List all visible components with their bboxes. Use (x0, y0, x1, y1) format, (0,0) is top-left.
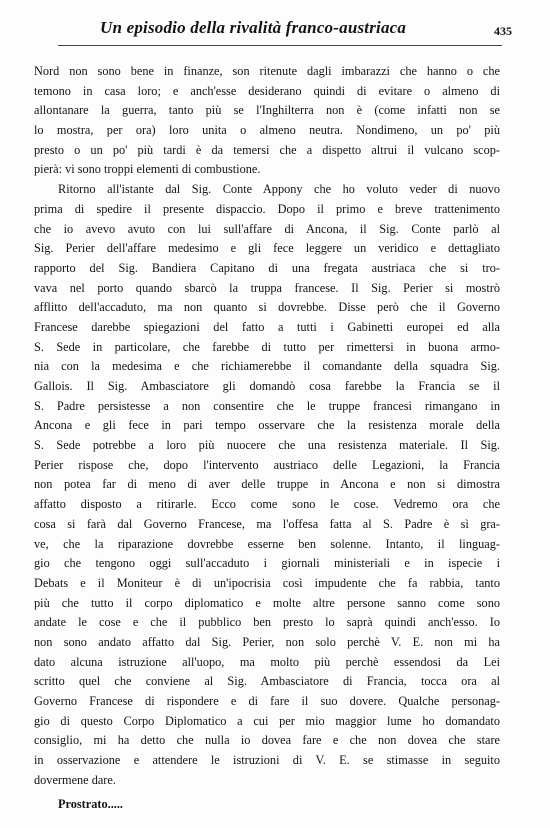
text-line: affatto disposto a ritirarle. Ecco come sono le cose. Vedremo ora che (34, 497, 500, 512)
text-line: Ritorno all'istante dal Sig. Conte Appony che ho voluto veder di nuovo (58, 182, 500, 197)
text-line: Gallois. Il Sig. Ambasciatore gli domandò cosa farebbe la Francia se il (34, 379, 500, 393)
text-line: Debats e il Moniteur è di un'ipocrisia così impudente che fa rabbia, tanto (34, 575, 500, 590)
text-line: Nord non sono bene in finanze, son ritenute dagli imbarazzi che hanno o che (34, 64, 500, 78)
text-line: gio che tengono oggi sull'accaduto i giornali ministeriali e in ispecie i (34, 556, 500, 571)
body-text (34, 62, 500, 815)
text-line: allontanare la guerra, tanto più se l'Inghilterra non è (come infatti non se (34, 103, 500, 118)
text-line: dovermene dare. (34, 772, 116, 787)
text-line: gio di questo Corpo Diplomatico a cui per mio maggior lume ho domandato (34, 713, 500, 728)
text-line: temono in casa loro; e anch'esse desiderano quindi di evitare o almeno di (34, 83, 500, 98)
text-line: Sig. Perier dell'affare medesimo e gli fece leggere un veridico e dettagliato (34, 241, 500, 256)
text-line: nia con la medesima e che richiamerebbe il comandante della squadra Sig. (34, 359, 500, 374)
text-line: ve, che la riparazione dovrebbe esserne ben solenne. Intanto, il linguag- (34, 536, 500, 551)
text-line: che io avevo avuto con lui sull'affare di Ancona, il Sig. Conte parlò al (34, 221, 500, 236)
signoff: Prostrato..... (58, 797, 123, 812)
text-line: più che tutto il corpo diplomatico e molte altre persone sanno come sono (34, 595, 500, 610)
text-line: non sono andato affatto dal Sig. Perier, non solo perchè V. E. non mi ha (34, 634, 500, 649)
header-rule (58, 45, 502, 46)
text-line: S. Sede potrebbe a loro più nuocere che una resistenza materiale. Il Sig. (34, 438, 500, 453)
text-line: presto o un po' più tardi è da temersi che a dispetto altrui il vulcano scop- (34, 142, 500, 157)
text-line: S. Padre persistesse a non consentire che le truppe francesi rimangano in (34, 398, 500, 413)
text-line: prima di spedire il presente dispaccio. Dopo il primo e breve trattenimento (34, 201, 500, 216)
text-line: pierà: vi sono troppi elementi di combustione. (34, 162, 261, 177)
text-line: non potea far di meno di aver delle truppe in Ancona e non si dimostra (34, 477, 500, 492)
text-line: rapporto del Sig. Bandiera Capitano di una fregata austriaca che si tro- (34, 260, 500, 275)
text-line: Governo Francese di rispondere e di fare il suo dovere. Qualche personag- (34, 694, 500, 708)
text-line: afflitto dell'accaduto, ma non quanto si dovrebbe. Disse però che il Governo (34, 300, 500, 315)
running-title: Un episodio della rivalità franco-austriaca (100, 18, 407, 37)
text-line: scritto quel che conviene al Sig. Ambasciatore di Francia, tocca ora al (34, 674, 500, 689)
text-line: Ancona e gli fece in pari tempo osservare che la resistenza morale della (34, 418, 500, 433)
page-header (30, 10, 520, 46)
text-line: S. Sede in particolare, che farebbe di tutto per rimettersi in buona armo- (34, 339, 500, 354)
text-line: andate le cose e che il pubblico ben presto lo saprà quindi anch'esso. Io (34, 615, 500, 630)
text-line: Francese darebbe spiegazioni del fatto a tutti i Gabinetti europei ed alla (34, 319, 500, 334)
text-line: lo mostra, per ora) loro unita o almeno neutra. Nondimeno, un po' più (34, 123, 500, 138)
paragraph-2 (34, 180, 500, 790)
page-number: 435 (494, 24, 512, 38)
paragraph-1 (34, 62, 500, 180)
text-line: vava nel porto quando sbarcò la truppa francese. Il Sig. Perier si mostrò (34, 280, 500, 295)
text-line: Perier rispose che, dopo l'intervento austriaco delle Legazioni, la Francia (34, 457, 500, 472)
text-line: consiglio, mi ha detto che nulla io dovea fare e che non dovea che stare (34, 733, 500, 748)
text-line: dato alcuna istruzione all'uopo, ma molto più perchè essendosi da Lei (34, 654, 500, 669)
text-line: in osservazione e attendere le istruzioni di V. E. se stimasse in seguito (34, 753, 500, 768)
text-line: cosa si farà dal Governo Francese, ma l'offesa fatta al S. Padre è sì gra- (34, 516, 500, 531)
